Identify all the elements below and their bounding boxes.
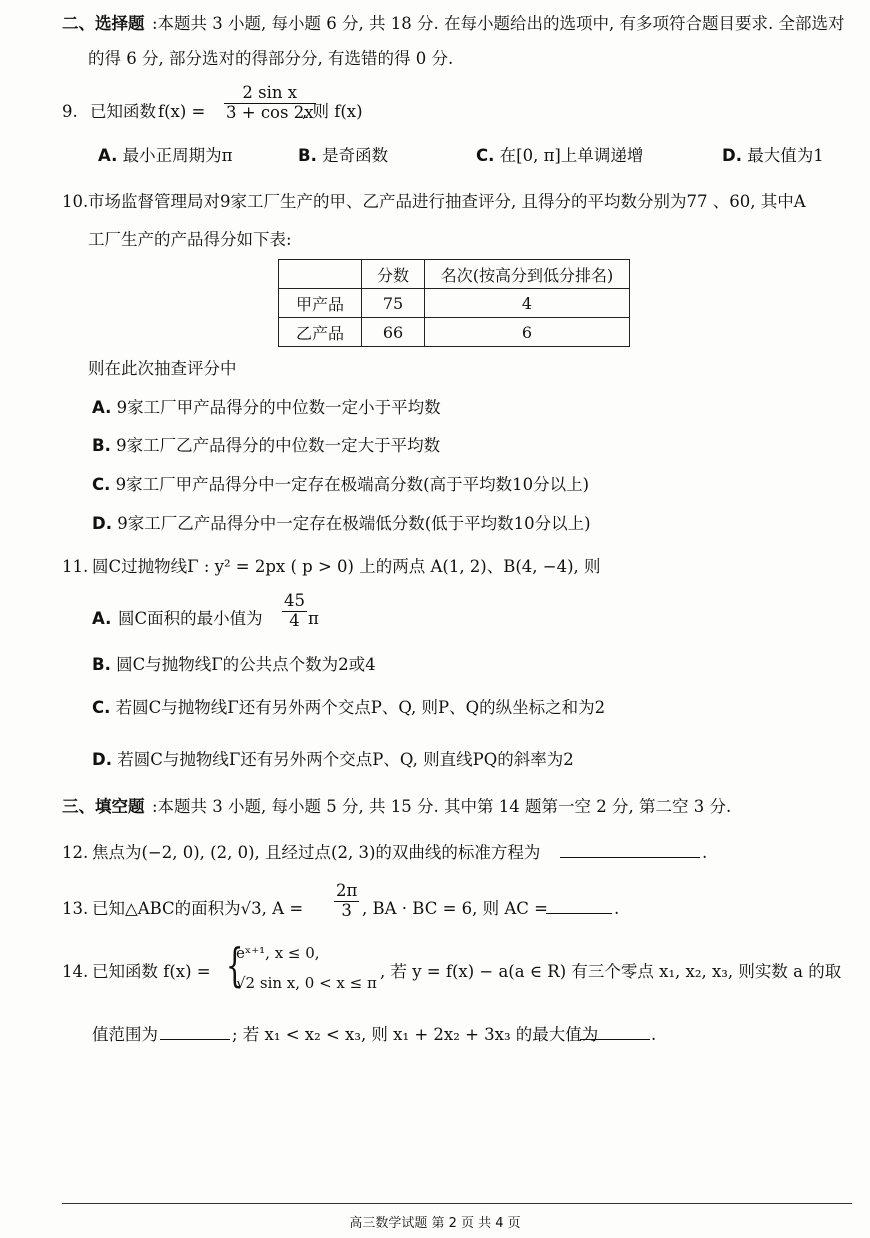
question-9 (0, 83, 870, 138)
option-label: C. (476, 146, 495, 165)
question-number: 13. (62, 899, 89, 918)
piecewise-case-1: eˣ⁺¹, x ≤ 0, (236, 944, 320, 962)
option-text: 若圆C与抛物线Γ还有另外两个交点P、Q, 则P、Q的纵坐标之和为2 (115, 698, 606, 717)
option-label: D. (92, 514, 112, 533)
section-3-instructions: :本题共 3 小题, 每小题 5 分, 共 15 分. 其中第 14 题第一空 2 分, 第二空 3 分. (152, 797, 732, 816)
answer-blank[interactable] (560, 843, 700, 858)
option-label: C. (92, 698, 111, 717)
denominator: 3 (341, 900, 352, 920)
question-number: 14. (62, 962, 89, 981)
answer-blank-1[interactable] (160, 1025, 230, 1040)
table-row (279, 289, 630, 318)
option-b (298, 146, 388, 166)
question-number: 10. (62, 192, 89, 211)
section-2-instructions-line1: :本题共 3 小题, 每小题 6 分, 共 18 分. 在每小题给出的选项中, 有多项符合题目要求. 全部选对 (152, 14, 845, 33)
question-stem-line1: 市场监督管理局对9家工厂生产的甲、乙产品进行抽查评分, 且得分的平均数分别为77 、60, 其中A (88, 192, 806, 211)
table-cell: 甲产品 (279, 289, 362, 318)
piecewise-case-2: √2 sin x, 0 < x ≤ π (236, 974, 377, 992)
numerator: 2 sin x (224, 84, 316, 104)
table-cell: 乙产品 (279, 318, 362, 347)
question-text: ; 若 x₁ < x₂ < x₃, 则 x₁ + 2x₂ + 3x₃ 的最大值为 (232, 1025, 599, 1044)
question-number: 9. (62, 102, 78, 121)
question-stem-line2: 工厂生产的产品得分如下表: (88, 230, 292, 249)
option-text: 在[0, π]上单调递增 (499, 146, 644, 165)
question-stem: 焦点为(−2, 0), (2, 0), 且经过点(2, 3)的双曲线的标准方程为 (92, 843, 541, 862)
question-stem: 已知函数 f(x) = (92, 962, 211, 981)
option-label: A. (92, 398, 112, 417)
option-label: B. (92, 655, 111, 674)
option-label: B. (92, 436, 111, 455)
question-number: 12. (62, 843, 89, 862)
option-a (0, 591, 870, 640)
option-text: 若圆C与抛物线Γ还有另外两个交点P、Q, 则直线PQ的斜率为2 (117, 750, 574, 769)
question-13 (0, 883, 870, 931)
question-stem-tail: , 若 y = f(x) − a(a ∈ R) 有三个零点 x₁, x₂, x₃, 则实数 a 的取 (380, 962, 842, 981)
question-text: 值范围为 (92, 1025, 158, 1044)
footer-divider (62, 1203, 852, 1204)
table-header-row (279, 260, 630, 289)
section-2-title: 二、选择题 (62, 14, 145, 33)
question-stem: 已知△ABC的面积为√3, A = (92, 899, 304, 918)
function-lhs: f(x) = (158, 102, 206, 121)
table-cell: 4 (425, 289, 630, 318)
question-end: . (702, 843, 708, 862)
table-cell: 75 (362, 289, 425, 318)
table-header-cell (279, 260, 362, 289)
option-text: 9家工厂甲产品得分中一定存在极端高分数(高于平均数10分以上) (115, 475, 590, 494)
question-stem: 已知函数 (90, 102, 156, 121)
question-end: . (614, 899, 620, 918)
table-header-cell: 名次(按高分到低分排名) (425, 260, 630, 289)
option-text: 是奇函数 (322, 146, 389, 165)
section-2-instructions-line2: 的得 6 分, 部分选对的得部分分, 有选错的得 0 分. (88, 49, 454, 68)
option-text: 圆C面积的最小值为 (118, 609, 263, 628)
piecewise-brace: { (225, 938, 244, 992)
numerator: 45 (284, 591, 305, 610)
page-footer: 高三数学试题 第 2 页 共 4 页 (349, 1216, 521, 1231)
question-stem-tail: , BA · BC = 6, 则 AC = (362, 899, 548, 918)
question-stem: 圆C过抛物线Γ : y² = 2px ( p > 0) 上的两点 A(1, 2)、B(4, −4), 则 (92, 557, 601, 576)
table-cell: 6 (425, 318, 630, 347)
score-table (278, 259, 630, 347)
option-text: 9家工厂甲产品得分的中位数一定小于平均数 (116, 398, 441, 417)
question-stem-tail: , 则 f(x) (302, 102, 363, 121)
option-d (722, 146, 824, 166)
option-text: 圆C与抛物线Γ的公共点个数为2或4 (116, 655, 376, 674)
question-14 (0, 938, 870, 1002)
table-cell: 66 (362, 318, 425, 347)
option-label: D. (722, 146, 742, 165)
question-lead: 则在此次抽查评分中 (88, 359, 237, 378)
option-label: D. (92, 750, 112, 769)
table-row (279, 318, 630, 347)
answer-blank[interactable] (546, 899, 612, 914)
answer-blank-2[interactable] (580, 1025, 650, 1040)
option-text: 最小正周期为π (122, 146, 233, 165)
option-a (98, 146, 232, 166)
option-c (476, 146, 643, 166)
denominator: 4 (289, 610, 300, 630)
question-number: 11. (62, 557, 89, 576)
option-text: 9家工厂乙产品得分的中位数一定大于平均数 (116, 436, 441, 455)
section-3-title: 三、填空题 (62, 797, 145, 816)
option-label: A. (92, 609, 112, 628)
option-text-tail: π (308, 609, 319, 628)
numerator: 2π (336, 881, 358, 900)
option-text: 最大值为1 (747, 146, 824, 165)
fraction (282, 592, 307, 631)
option-text: 9家工厂乙产品得分中一定存在极端低分数(低于平均数10分以上) (117, 514, 591, 533)
option-label: C. (92, 475, 111, 494)
option-label: A. (98, 146, 118, 165)
table-header-cell: 分数 (362, 260, 425, 289)
option-label: B. (298, 146, 317, 165)
question-end: . (651, 1025, 657, 1044)
denominator: 3 + cos 2x (226, 102, 314, 122)
fraction (334, 882, 359, 921)
